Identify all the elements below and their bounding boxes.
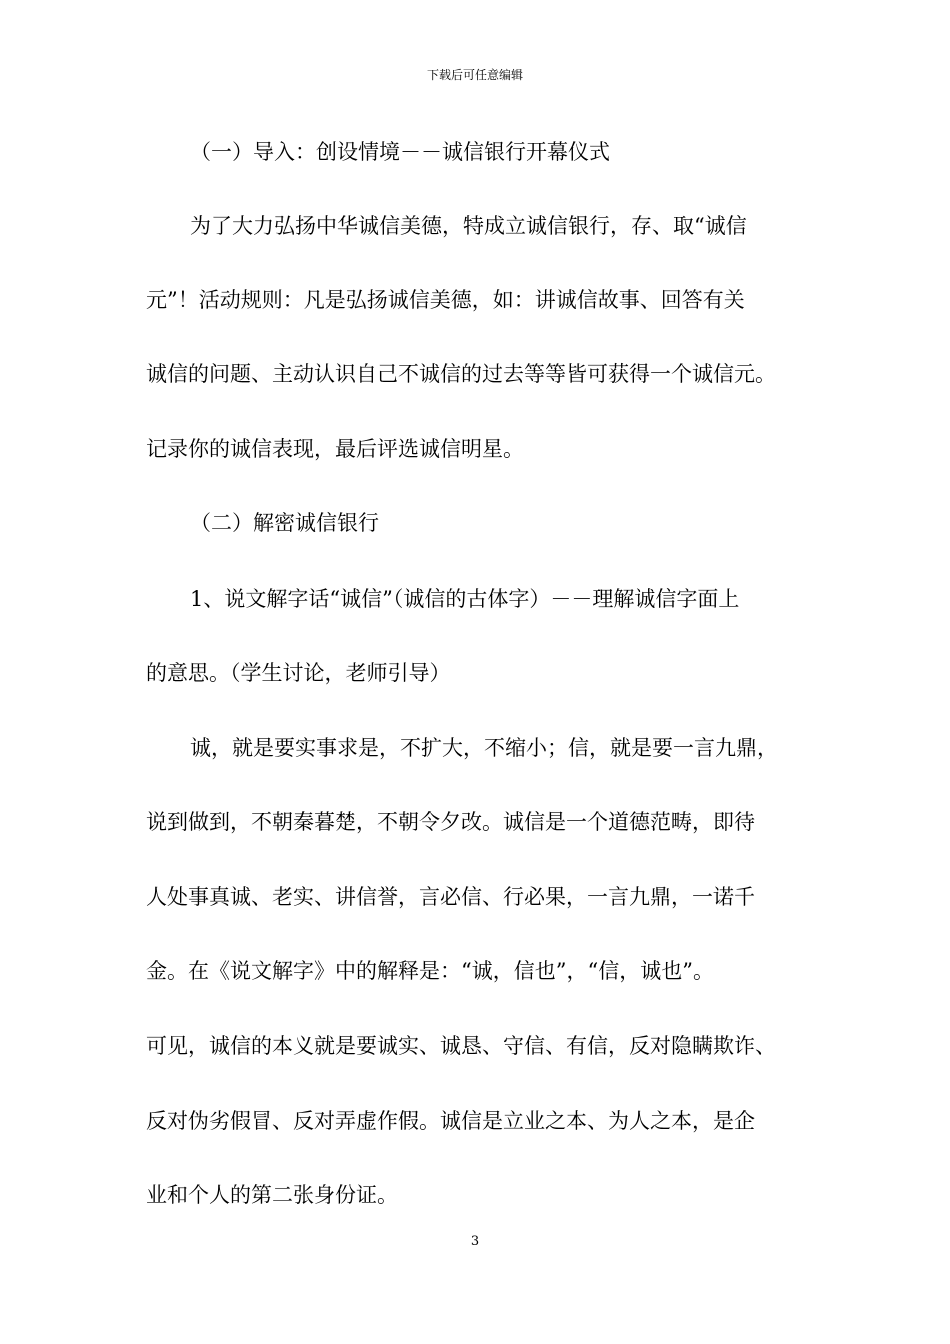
page-header: 下载后可任意编辑 (426, 68, 523, 82)
paragraph-line: 记录你的诚信表现，最后评选诚信明星。 (146, 437, 524, 461)
paragraph-line: 的意思。（学生讨论，老师引导） (146, 661, 451, 685)
section-heading-1: （一）导入：创设情境－－诚信银行开幕仪式 (190, 140, 610, 164)
paragraph-line: 元”！活动规则：凡是弘扬诚信美德，如：讲诚信故事、回答有关 (146, 288, 745, 312)
paragraph-line: 1、说文解字话“诚信”（诚信的古体字）－－理解诚信字面上 (190, 587, 740, 611)
paragraph-line: 诚信的问题、主动认识自己不诚信的过去等等皆可获得一个诚信元。 (146, 362, 776, 386)
page-number: 3 (470, 1234, 480, 1249)
paragraph-line: 反对伪劣假冒、反对弄虚作假。诚信是立业之本、为人之本，是企 (146, 1109, 755, 1133)
paragraph-line: 说到做到，不朝秦暮楚，不朝令夕改。诚信是一个道德范畴，即待 (146, 810, 755, 834)
paragraph-line: 诚，就是要实事求是，不扩大，不缩小；信，就是要一言九鼎， (190, 736, 778, 760)
paragraph-line: 人处事真诚、老实、讲信誉，言必信、行必果，一言九鼎，一诺千 (146, 885, 755, 909)
paragraph-line: 为了大力弘扬中华诚信美德，特成立诚信银行，存、取“诚信 (190, 214, 747, 238)
paragraph-line: 金。在《说文解字》中的解释是：“诚，信也”，“信，诚也”。 (146, 959, 714, 983)
paragraph-line: 可见，诚信的本义就是要诚实、诚恳、守信、有信，反对隐瞒欺诈、 (146, 1034, 776, 1058)
paragraph-line: 业和个人的第二张身份证。 (146, 1183, 398, 1207)
section-heading-2: （二）解密诚信银行 (190, 511, 379, 535)
